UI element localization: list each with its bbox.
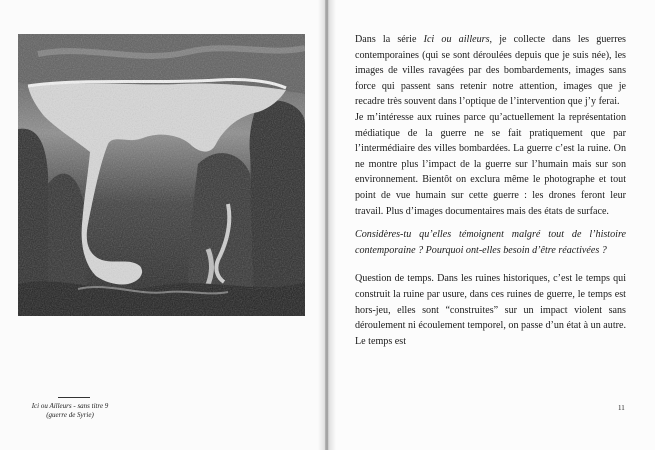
paragraph-intro xyxy=(355,32,626,110)
interview-question: Considères-tu qu’elles témoignent malgré tout de l’histoire contemporaine ? Pourquoi ont-elles besoin d’être réactivées ? xyxy=(355,229,626,256)
paragraph-intro-rest: , je collecte dans les guerres contemporaines (qui se sont déroulées depuis que je suis née), les images de villes ravagées par des bombardements, images sans force qui passent sans retenir notre attention, images que je recadre très souvent dans l’optique de l’intervention que j’y ferai. xyxy=(355,34,626,108)
right-page xyxy=(328,0,655,450)
body-text xyxy=(355,32,626,349)
artwork-photo xyxy=(18,34,305,316)
book-gutter xyxy=(318,0,336,450)
paragraph-answer: Question de temps. Dans les ruines historiques, c’est le temps qui construit la ruine par usure, dans ces ruines de guerre, le temps est hors-jeu, elles sont “construites” sur un impact violent sans déroulement ni écoulement temporel, on passe d’un état à un autre. Le temps est xyxy=(355,273,626,347)
paragraph-intro-start: Dans la série xyxy=(355,34,424,45)
caption-divider xyxy=(58,397,90,398)
caption-subtitle: (guerre de Syrie) xyxy=(46,411,94,419)
ruins-artwork-image xyxy=(18,34,305,316)
caption-title: Ici ou Ailleurs - sans titre 9 xyxy=(31,402,109,410)
left-page xyxy=(0,0,325,450)
photo-caption xyxy=(20,402,120,420)
page-number: 11 xyxy=(618,404,625,412)
paragraph-ruins: Je m’intéresse aux ruines parce qu’actuellement la représentation médiatique de la guerre ne se fait pratiquement que par l’intermédiaire des villes bombardées. La guerre c’est la ruine. On ne montre plus l’impact de la guerre sur l’humain mais sur son environnement. Bientôt on exclura même le photographe et tout point de vue humain sur cette guerre : les drones feront leur travail. Plus d’images documentaires mais des états de surface. xyxy=(355,111,626,217)
series-title: Ici ou ailleurs xyxy=(423,34,490,45)
